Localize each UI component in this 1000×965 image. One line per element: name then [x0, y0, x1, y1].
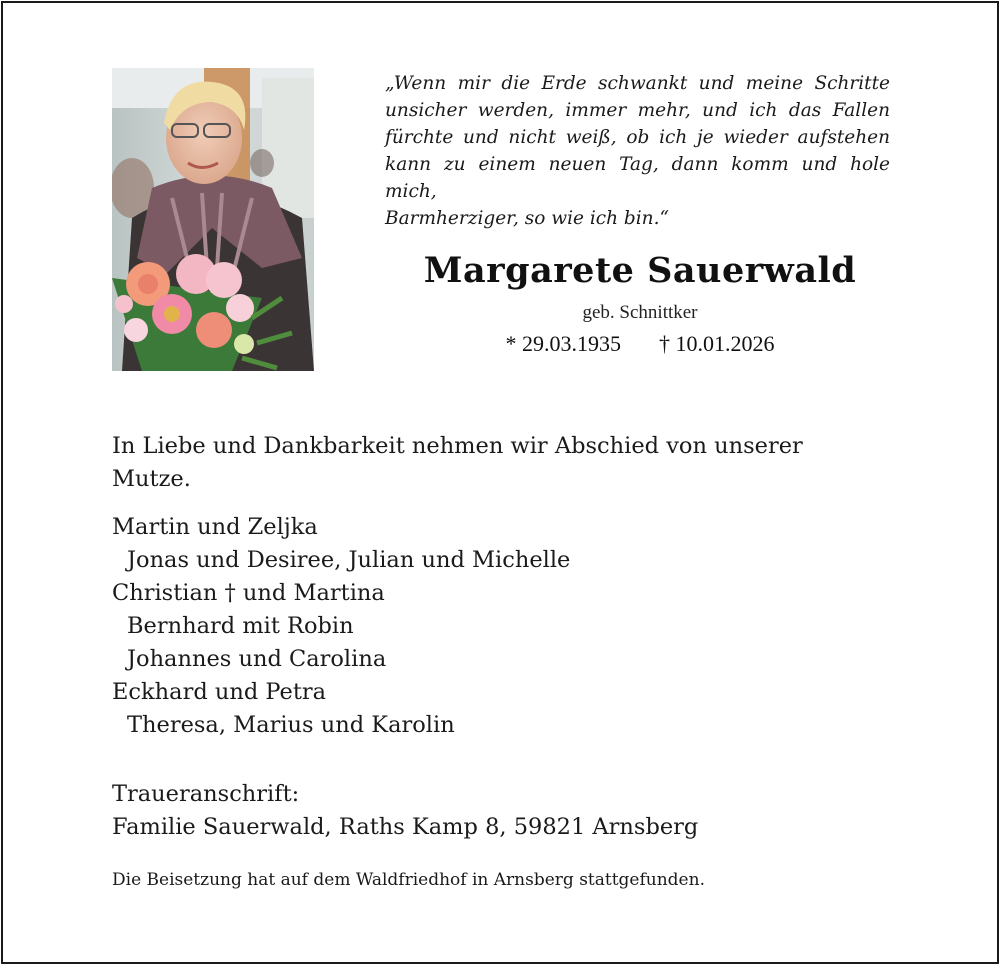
family-member: Jonas und Desiree, Julian und Michelle — [127, 547, 571, 573]
portrait-photo — [112, 68, 314, 371]
death-date: † 10.01.2026 — [659, 331, 775, 356]
intro-line: Mutze. — [112, 466, 191, 492]
quote-line: Barmherziger, so wie ich bin.“ — [385, 208, 669, 229]
family-member: Eckhard und Petra — [112, 679, 327, 705]
burial-note: Die Beisetzung hat auf dem Waldfriedhof in Arnsberg stattgefunden. — [112, 870, 705, 890]
family-list — [112, 511, 872, 742]
birth-date: * 29.03.1935 — [505, 331, 621, 356]
quote — [385, 70, 890, 232]
farewell-intro — [112, 430, 872, 496]
quote-line: kann zu einem neuen Tag, dann komm und hole mich, — [385, 154, 890, 202]
quote-line: fürchte und nicht weiß, ob ich je wieder aufstehen — [385, 127, 890, 148]
quote-line: „Wenn mir die Erde schwankt und meine Schritte — [385, 73, 890, 94]
deceased-name: Margarete Sauerwald — [423, 250, 857, 291]
life-dates — [380, 331, 900, 357]
maiden-name: geb. Schnittker — [582, 302, 698, 323]
address-value: Familie Sauerwald, Raths Kamp 8, 59821 Arnsberg — [112, 814, 699, 840]
family-member: Christian † und Martina — [112, 580, 385, 606]
mourning-address — [112, 778, 872, 844]
family-member: Bernhard mit Robin — [127, 613, 354, 639]
quote-line: unsicher werden, immer mehr, und ich das Fallen — [385, 100, 890, 121]
family-member: Martin und Zeljka — [112, 514, 318, 540]
address-label: Traueranschrift: — [112, 781, 300, 807]
family-member: Theresa, Marius und Karolin — [127, 712, 455, 738]
family-member: Johannes und Carolina — [127, 646, 387, 672]
intro-line: In Liebe und Dankbarkeit nehmen wir Abschied von unserer — [112, 433, 803, 459]
